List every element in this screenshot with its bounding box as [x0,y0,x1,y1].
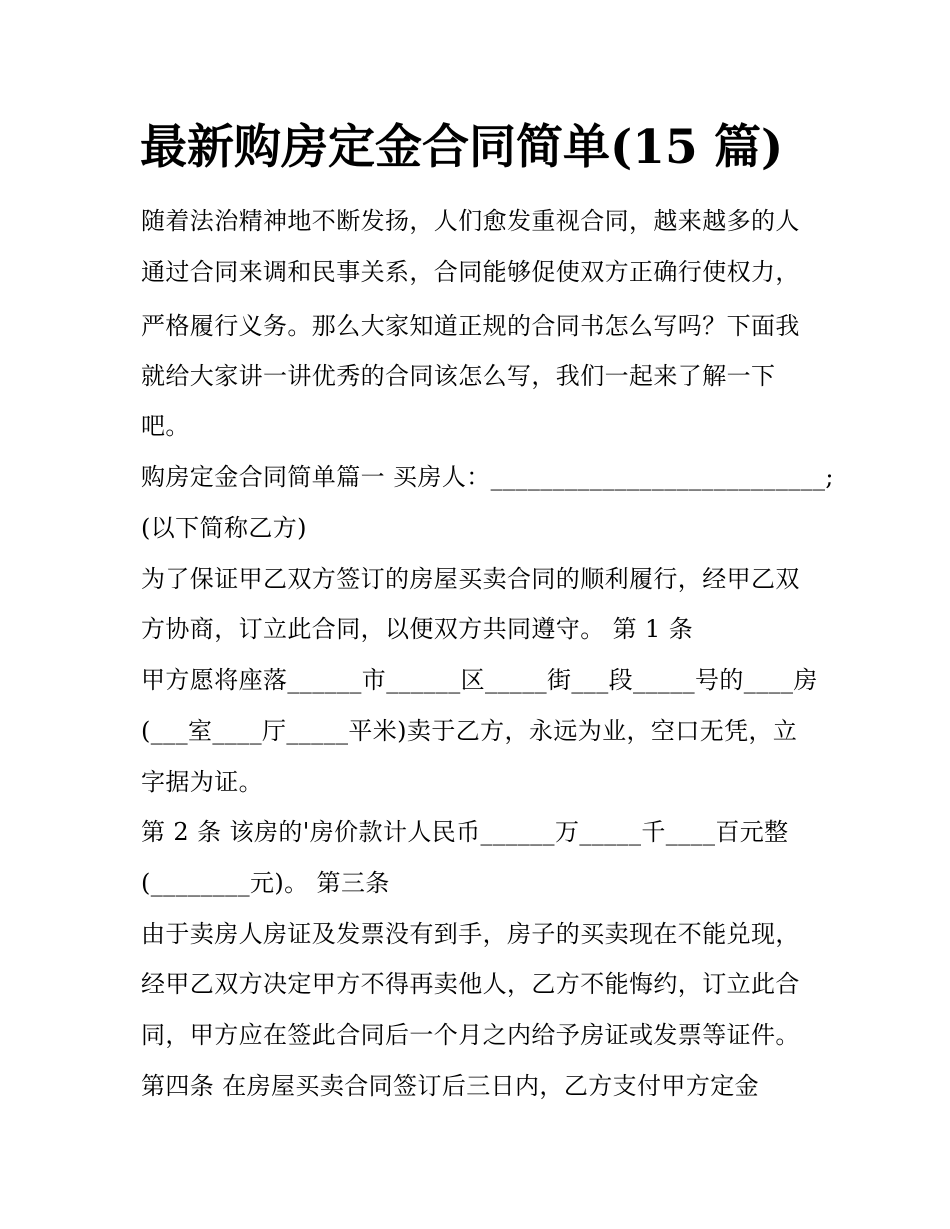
paragraph-line: 吧。 [141,412,190,440]
paragraph-line: 由于卖房人房证及发票没有到手，房子的买卖现在不能兑现， [141,920,800,948]
paragraph-line: 第 2 条 该房的'房价款计人民币______万_____千____百元整 [141,818,789,846]
paragraph-line: 严格履行义务。那么大家知道正规的合同书怎么写吗？下面我 [141,312,800,340]
paragraph-line: 字据为证。 [141,768,263,796]
paragraph-line: 方协商，订立此合同，以便双方共同遵守。 第 1 条 [141,615,694,643]
paragraph-line: 经甲乙双方决定甲方不得再卖他人，乙方不能悔约，订立此合 [141,970,800,998]
paragraph-line: 为了保证甲乙双方签订的房屋买卖合同的顺利履行，经甲乙双 [141,565,800,593]
paragraph-line: 随着法治精神地不断发扬，人们愈发重视合同，越来越多的人 [141,207,800,235]
paragraph-line: (___室____厅_____平米)卖于乙方，永远为业，空口无凭，立 [141,717,798,745]
paragraph-line: 购房定金合同简单篇一 买房人：___________________________; [141,463,834,491]
paragraph-line: (以下简称乙方) [141,514,307,542]
paragraph-line: 同，甲方应在签此合同后一个月之内给予房证或发票等证件。 [141,1021,800,1049]
paragraph-line: 第四条 在房屋买卖合同签订后三日内，乙方支付甲方定金 [141,1072,760,1100]
paragraph-line: 甲方愿将座落______市______区_____街___段_____号的____房 [141,666,818,694]
paragraph-line: 就给大家讲一讲优秀的合同该怎么写，我们一起来了解一下 [141,362,776,390]
paragraph-line: 通过合同来调和民事关系，合同能够促使双方正确行使权力， [141,258,800,286]
paragraph-line: (________元)。 第三条 [141,869,390,897]
document-title: 最新购房定金合同简单(15 篇) [140,120,784,175]
